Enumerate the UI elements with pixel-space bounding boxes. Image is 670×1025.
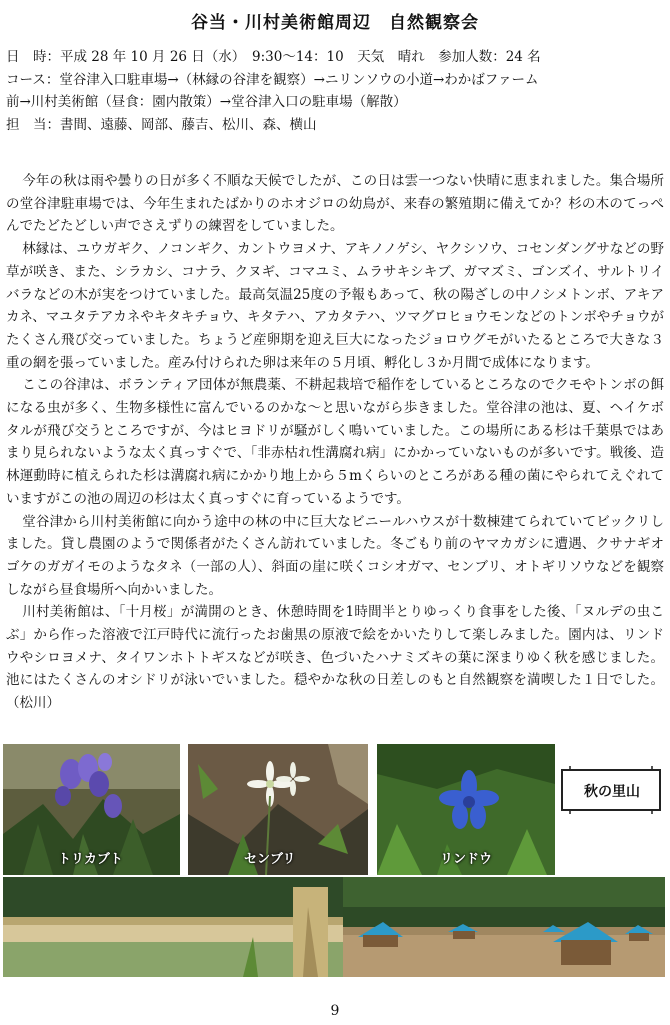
page-number: 9 bbox=[330, 1003, 340, 1019]
rice-drying-photo bbox=[3, 877, 343, 977]
senburi-caption: センブリ bbox=[244, 852, 296, 867]
torikabuto-caption: トリカブト bbox=[58, 852, 123, 867]
autumn-sign-text: 秋の里山 bbox=[584, 784, 640, 800]
page-title: 谷当・川村美術館周辺 自然観察会 bbox=[191, 13, 479, 33]
event-info bbox=[6, 46, 661, 136]
rindou-caption: リンドウ bbox=[440, 852, 493, 867]
haystack-field-photo bbox=[343, 877, 665, 977]
paragraph: 林縁は、ユウガギク、ノコンギク、カントウヨメナ、アキノノゲシ、ヤクシソウ、コセンダングサなどの野草が咲き、また、シラカシ、コナラ、クヌギ、コマユミ、ムラサキシキブ、ガマズミ、ゴンズイ、サルトリイバラなどの木が実をつけていました。最高気温25度の予報もあって、秋の陽ざしの中ノシメトンボ、アキアカネ、マユタテアカネやキタキチョウ、キタテハ、アカタテハ、ツマグロヒョウモンなどのトンボやチョウがたくさん飛び交っていました。ちょうど産卵期を迎え巨大になったジョロウグモがいたるところで大きな３重の網を張っていました。産み付けられた卵は来年の５月頃、孵化し３か月間で成体になります。 bbox=[6, 241, 664, 371]
course-line-cont: 前→川村美術館（昼食：園内散策）→堂谷津入口の駐車場（解散） bbox=[6, 94, 407, 110]
paragraph: 川村美術館は、「十月桜」が満開のとき、休憩時間を1時間半とりゆっくり食事をした後、「ヌルデの虫こぶ」から作った溶液で江戸時代に流行ったお歯黒の原液で絵をかいたりして楽しみました。園内は、リンドウやシロヨメナ、タイワンホトトギスなどが咲き、色づいたハナミズキの葉に深まりゆく秋を感じました。池にはたくさんのオシドリが泳いでいました。穏やかな秋の日差しのもと自然観察を満喫した１日でした。（松川） bbox=[6, 604, 664, 712]
event-date-line: 日 時：平成 28 年 10 月 26 日（水） 9:30〜14：10 天気 晴れ 参加人数：24 名 bbox=[6, 49, 541, 65]
report-body bbox=[6, 170, 664, 715]
paragraph: ここの谷津は、ボランティア団体が無農薬、不耕起栽培で稲作をしているところなのでクモやトンボの餌になる虫が多く、生物多様性に富んでいるのかな〜と思いながら歩きました。堂谷津の池は、夏、ヘイケボタルが飛び交うところですが、今はヒヨドリが騒がしく鳴いていました。この場所にある杉は千葉県ではあまり見られないような太く真っすぐで、「非赤枯れ性溝腐れ病」にかかっていないものが多いです。戦後、造林運動時に植えられた杉は溝腐れ病にかかり地上から５mくらいのところがある種の菌にやられてえぐれていますがこの池の周辺の杉は太く真っすぐに育っているようです。 bbox=[6, 377, 664, 507]
staff-line: 担 当：書間、遠藤、岡部、藤吉、松川、森、横山 bbox=[6, 116, 317, 133]
course-line: コース：堂谷津入口駐車場→（林縁の谷津を観察）→ニリンソウの小道→わかばファーム bbox=[6, 71, 539, 88]
paragraph: 堂谷津から川村美術館に向かう途中の林の中に巨大なビニールハウスが十数棟建てられていてビックリしました。貸し農園のようで関係者がたくさん訪れていました。冬ごもり前のヤマカガシに遭遇、クサナギオゴケのガガイモのようなタネ（一部の人）、斜面の崖に咲くコシオガマ、センブリ、オトギリソウなどを観察しながら昼食場所へ向かいました。 bbox=[6, 513, 664, 598]
paragraph: 今年の秋は雨や曇りの日が多く不順な天候でしたが、この日は雲一つない快晴に恵まれました。集合場所の堂谷津駐車場では、今年生まれたばかりのホオジロの幼鳥が、来春の繁殖期に備えてか？杉の木のてっぺんでたどたどしい声でさえずりの練習をしていました。 bbox=[6, 173, 664, 235]
